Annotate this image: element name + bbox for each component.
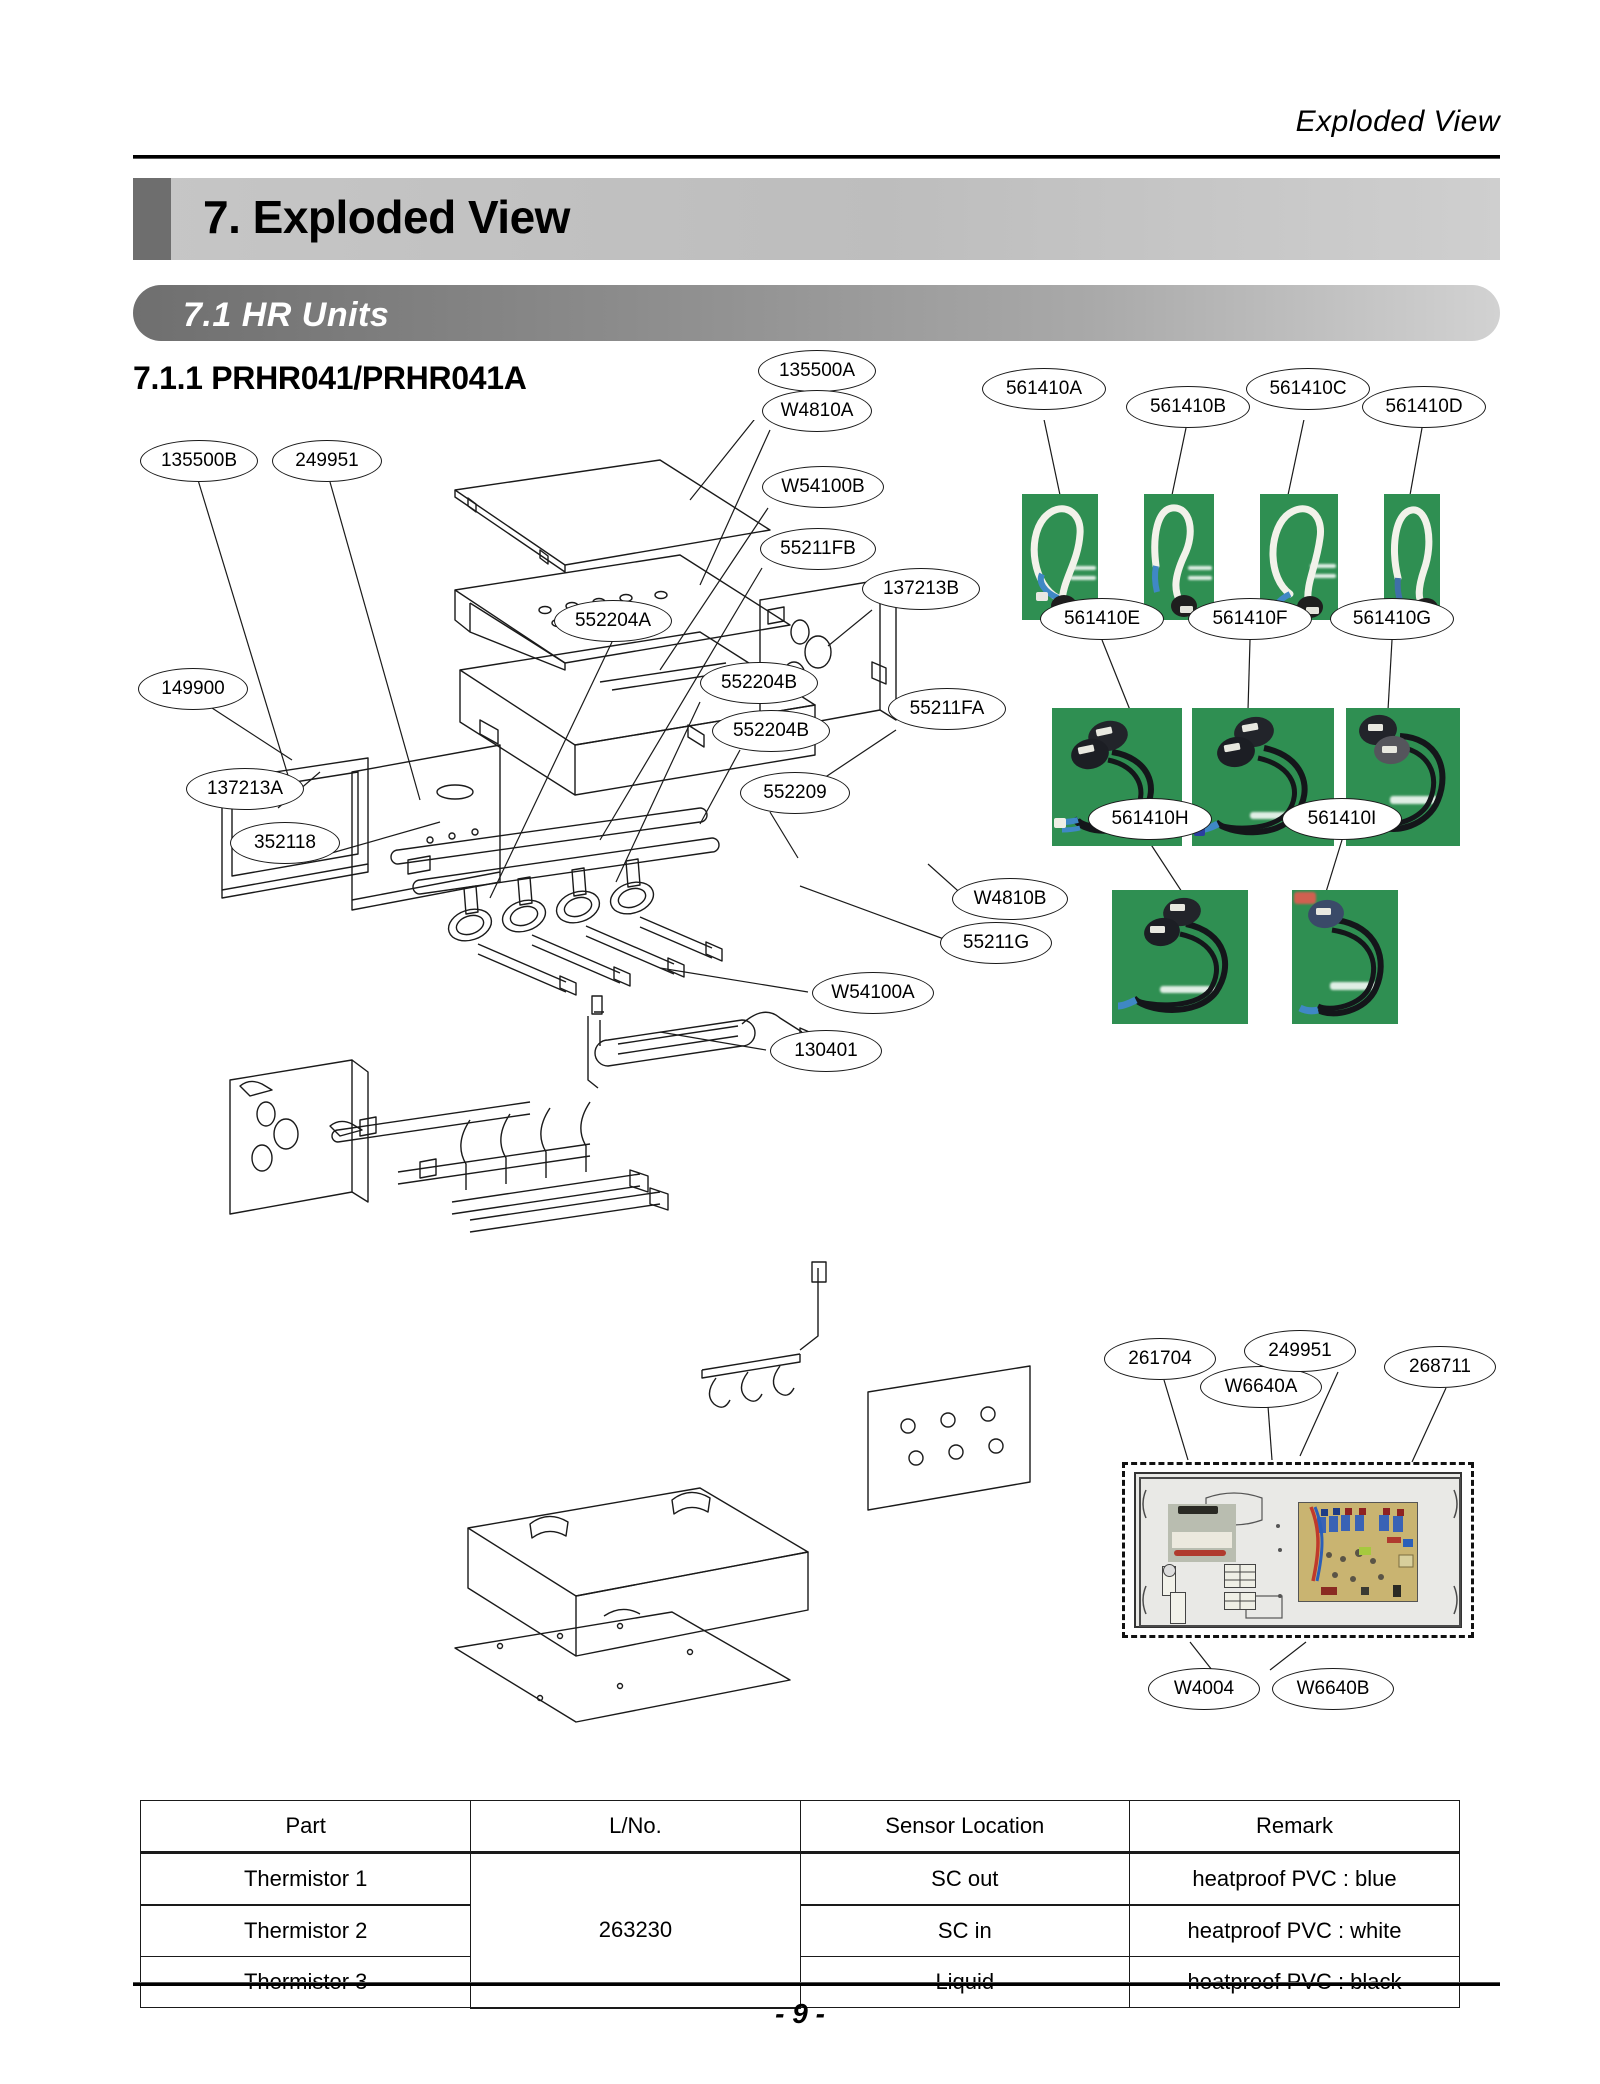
callout-W54100B[interactable]: W54100B xyxy=(762,466,884,508)
control-box-panel xyxy=(1134,1472,1462,1628)
cell-part-1: Thermistor 1 xyxy=(141,1853,471,1906)
terminal-block-upper xyxy=(1224,1564,1256,1588)
callout-561410A[interactable]: 561410A xyxy=(982,368,1106,410)
callout-268711[interactable]: 268711 xyxy=(1384,1346,1496,1388)
callout-135500B[interactable]: 135500B xyxy=(140,440,258,482)
callout-561410I[interactable]: 561410I xyxy=(1282,798,1402,840)
callout-552204B-lower[interactable]: 552204B xyxy=(712,710,830,752)
callout-137213A[interactable]: 137213A xyxy=(186,768,304,810)
sub-heading: 7.1.1 PRHR041/PRHR041A xyxy=(133,360,527,396)
page-number: - 9 - xyxy=(775,1998,825,2029)
footer-rule xyxy=(133,1982,1500,1986)
callout-561410D[interactable]: 561410D xyxy=(1362,386,1486,428)
running-head: Exploded View xyxy=(1295,105,1500,138)
cell-remark-2: heatproof PVC : white xyxy=(1130,1905,1460,1957)
cell-part-2: Thermistor 2 xyxy=(141,1905,471,1957)
table-row xyxy=(141,1905,1460,1957)
callout-561410F[interactable]: 561410F xyxy=(1188,598,1312,640)
callout-W54100A[interactable]: W54100A xyxy=(812,972,934,1014)
col-header-remark: Remark xyxy=(1130,1801,1460,1853)
callout-552204A[interactable]: 552204A xyxy=(554,600,672,642)
callout-W4810A[interactable]: W4810A xyxy=(762,390,872,432)
callout-561410B[interactable]: 561410B xyxy=(1126,386,1250,428)
transformer-photo xyxy=(1168,1504,1236,1562)
callout-561410H[interactable]: 561410H xyxy=(1088,798,1212,840)
col-header-location: Sensor Location xyxy=(800,1801,1130,1853)
callout-W4810B[interactable]: W4810B xyxy=(952,878,1068,920)
callout-W6640A[interactable]: W6640A xyxy=(1200,1366,1322,1408)
callout-W6640B[interactable]: W6640B xyxy=(1272,1668,1394,1710)
section-pill-label: 7.1 HR Units xyxy=(183,296,390,334)
thermistor-spec-table xyxy=(140,1800,1460,2009)
chapter-accent-block xyxy=(133,178,171,260)
table-header-row xyxy=(141,1801,1460,1853)
col-header-lno: L/No. xyxy=(471,1801,800,1853)
callout-561410G[interactable]: 561410G xyxy=(1330,598,1454,640)
callout-135500A[interactable]: 135500A xyxy=(758,350,876,392)
terminal-block-lower xyxy=(1224,1592,1256,1610)
callout-249951-left[interactable]: 249951 xyxy=(272,440,382,482)
cell-lno-merged: 263230 xyxy=(471,1853,800,2008)
page-title: 7. Exploded View xyxy=(203,191,570,243)
callout-55211G[interactable]: 55211G xyxy=(940,922,1052,964)
callout-561410C[interactable]: 561410C xyxy=(1246,368,1370,410)
switch-lower xyxy=(1170,1592,1186,1624)
callout-352118[interactable]: 352118 xyxy=(230,822,340,864)
sensor-photo-561410H xyxy=(1112,890,1248,1024)
cell-location-2: SC in xyxy=(800,1905,1130,1957)
callout-552204B-upper[interactable]: 552204B xyxy=(700,662,818,704)
callout-55211FB[interactable]: 55211FB xyxy=(760,528,876,570)
callout-561410E[interactable]: 561410E xyxy=(1040,598,1164,640)
switch-knob xyxy=(1163,1564,1176,1577)
sensor-photo-561410I xyxy=(1292,890,1398,1024)
header-rule xyxy=(133,155,1500,159)
callout-130401[interactable]: 130401 xyxy=(770,1030,882,1072)
callout-W4004[interactable]: W4004 xyxy=(1148,1668,1260,1710)
table-row xyxy=(141,1853,1460,1906)
callout-55211FA[interactable]: 55211FA xyxy=(888,688,1006,730)
callout-552209[interactable]: 552209 xyxy=(740,772,850,814)
callout-149900[interactable]: 149900 xyxy=(138,668,248,710)
cell-location-1: SC out xyxy=(800,1853,1130,1906)
sensor-photo-561410B xyxy=(1144,494,1214,620)
callout-137213B[interactable]: 137213B xyxy=(862,568,980,610)
col-header-part: Part xyxy=(141,1801,471,1853)
callout-261704[interactable]: 261704 xyxy=(1104,1338,1216,1380)
callout-249951-right[interactable]: 249951 xyxy=(1244,1330,1356,1372)
main-pcb-photo xyxy=(1298,1502,1418,1602)
cell-remark-1: heatproof PVC : blue xyxy=(1130,1853,1460,1906)
